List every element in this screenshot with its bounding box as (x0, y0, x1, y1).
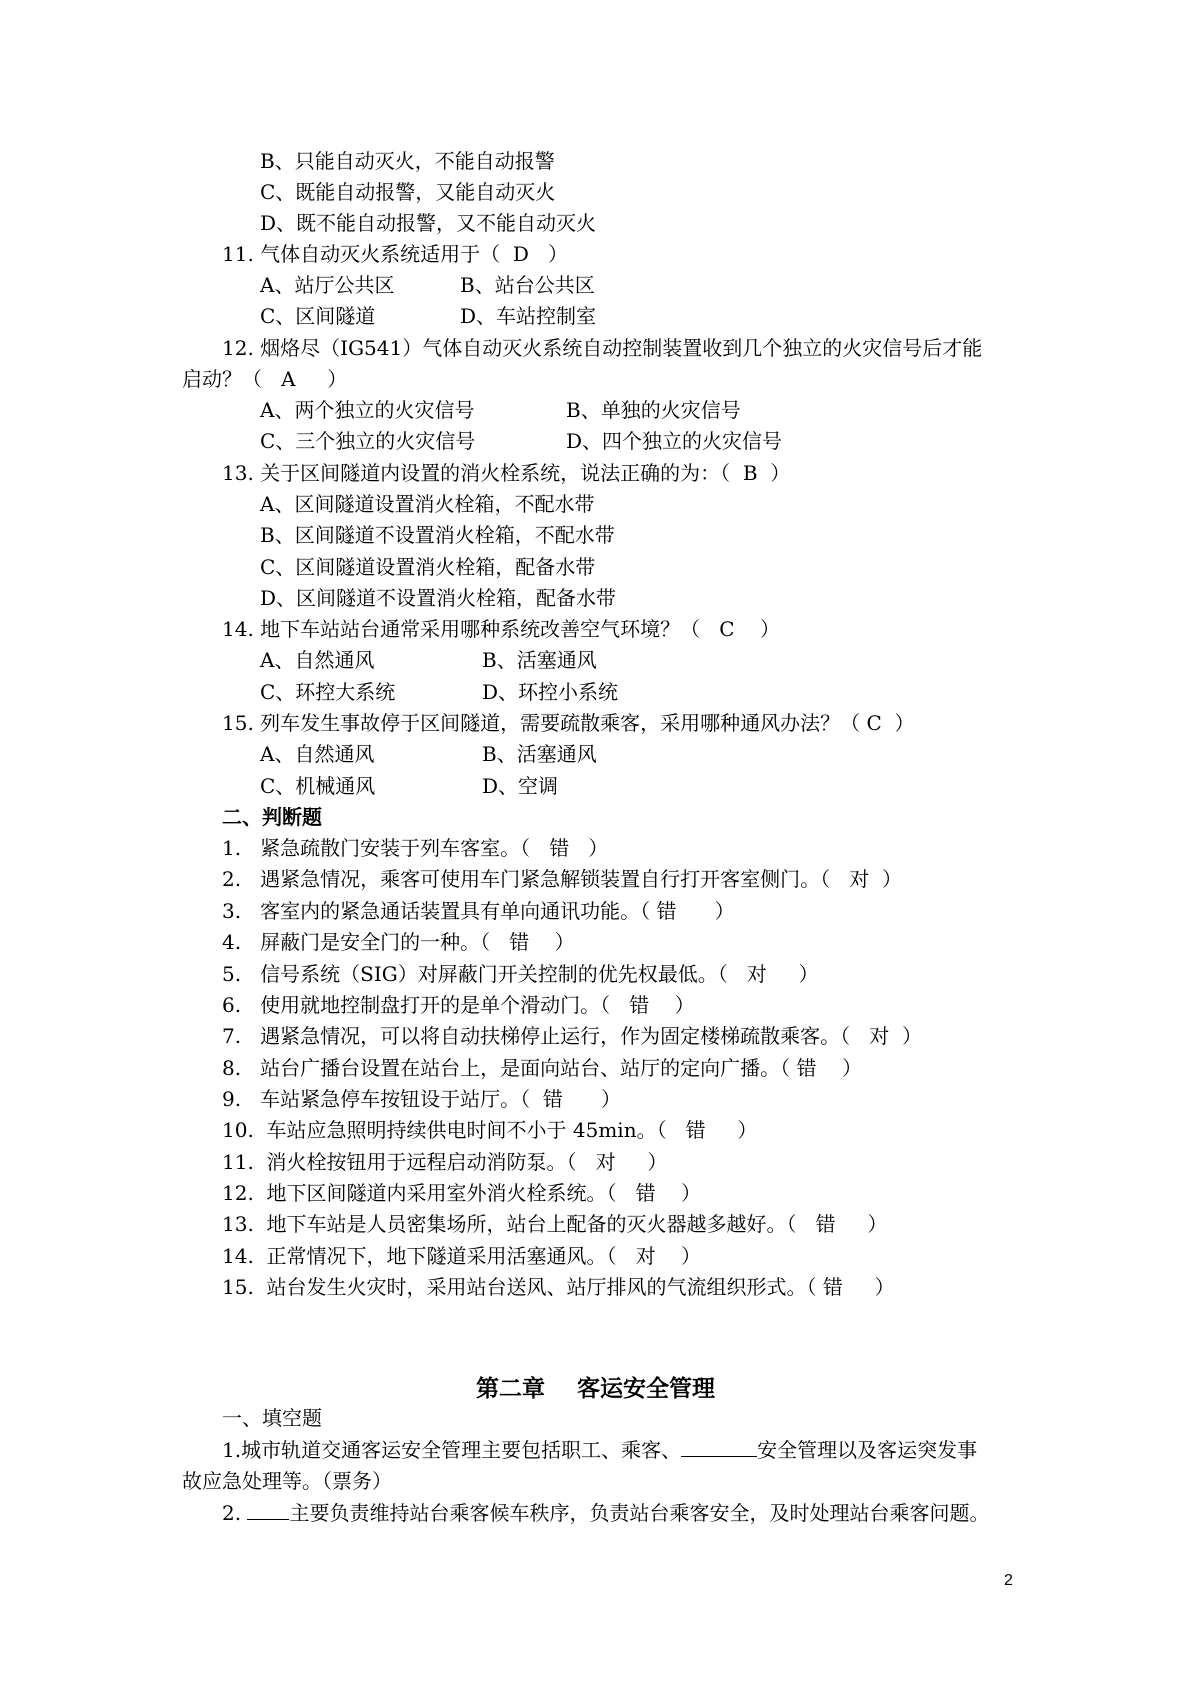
judgement-item: 10. 车站应急照明持续供电时间不小于 45min。（ 错 ） (222, 1118, 758, 1142)
option-b: B、站台公共区 (460, 273, 595, 297)
option-a: A、自然通风 (260, 742, 375, 766)
option-a: A、站厅公共区 (260, 273, 395, 297)
option-b: B、活塞通风 (482, 648, 597, 672)
judgement-item: 11. 消火栓按钮用于远程启动消防泵。（ 对 ） (222, 1150, 668, 1174)
judgement-item: 5. 信号系统（SIG）对屏蔽门开关控制的优先权最低。（ 对 ） (222, 962, 819, 986)
option-d: D、四个独立的火灾信号 (566, 429, 783, 453)
fill-number: 2. (222, 1501, 248, 1525)
option-b: B、活塞通风 (482, 742, 597, 766)
fill-question-1-continued: 故应急处理等。（票务） (182, 1469, 392, 1493)
question-stem: 14. 地下车站站台通常采用哪种系统改善空气环境？（ C ） (222, 617, 780, 641)
question-stem: 15. 列车发生事故停于区间隧道，需要疏散乘客，采用哪种通风办法？（ C ） (222, 711, 915, 735)
judgement-item: 14. 正常情况下，地下隧道采用活塞通风。（ 对 ） (222, 1244, 702, 1268)
option-c: C、区间隧道设置消火栓箱，配备水带 (260, 555, 596, 579)
question-stem-continued: 启动？（ A ） (182, 367, 348, 391)
chapter-title: 第二章 客运安全管理 (475, 1375, 716, 1402)
judgement-item: 2. 遇紧急情况，乘客可使用车门紧急解锁装置自行打开客室侧门。（ 对 ） (222, 867, 902, 891)
judgement-item: 6. 使用就地控制盘打开的是单个滑动门。（ 错 ） (222, 993, 695, 1017)
fill-text: 主要负责维持站台乘客候车秩序，负责站台乘客安全，及时处理站台乘客问题。 (289, 1501, 990, 1525)
fill-text: 1.城市轨道交通客运安全管理主要包括职工、乘客、 (222, 1438, 682, 1462)
judgement-item: 8. 站台广播台设置在站台上，是面向站台、站厅的定向广播。（ 错 ） (222, 1056, 862, 1080)
judgement-item: 4. 屏蔽门是安全门的一种。（ 错 ） (222, 930, 575, 954)
judgement-item: 1. 紧急疏散门安装于列车客室。（ 错 ） (222, 836, 609, 860)
answer-blank (681, 1438, 757, 1457)
option-d: D、环控小系统 (482, 680, 619, 704)
option-b: B、区间隧道不设置消火栓箱，不配水带 (260, 523, 615, 547)
option-c: C、既能自动报警，又能自动灭火 (260, 180, 556, 204)
page-number: 2 (1004, 1572, 1013, 1589)
question-stem: 13. 关于区间隧道内设置的消火栓系统，说法正确的为：（ B ） (222, 461, 791, 485)
option-c: C、机械通风 (260, 774, 376, 798)
question-stem: 11. 气体自动灭火系统适用于（ D ） (222, 242, 568, 266)
judgement-item: 3. 客室内的紧急通话装置具有单向通讯功能。（ 错 ） (222, 899, 735, 923)
option-c: C、三个独立的火灾信号 (260, 429, 476, 453)
option-a: A、两个独立的火灾信号 (260, 398, 475, 422)
option-a: A、自然通风 (260, 648, 375, 672)
option-d: D、车站控制室 (460, 304, 597, 328)
option-d: D、区间隧道不设置消火栓箱，配备水带 (260, 586, 617, 610)
answer-blank (247, 1501, 289, 1520)
fill-question-1 (222, 1436, 977, 1464)
judgement-item: 7. 遇紧急情况，可以将自动扶梯停止运行，作为固定楼梯疏散乘客。（ 对 ） (222, 1024, 922, 1048)
option-d: D、空调 (482, 774, 559, 798)
fill-question-2 (222, 1499, 989, 1527)
judgement-item: 12. 地下区间隧道内采用室外消火栓系统。（ 错 ） (222, 1181, 702, 1205)
section-heading: 一、填空题 (222, 1406, 322, 1430)
section-heading: 二、判断题 (222, 805, 322, 829)
option-b: B、单独的火灾信号 (566, 398, 741, 422)
judgement-item: 9. 车站紧急停车按钮设于站厅。（ 错 ） (222, 1087, 622, 1111)
option-d: D、既不能自动报警，又不能自动灭火 (260, 211, 597, 235)
option-a: A、区间隧道设置消火栓箱，不配水带 (260, 492, 595, 516)
option-c: C、环控大系统 (260, 680, 396, 704)
option-c: C、区间隧道 (260, 304, 376, 328)
option-b: B、只能自动灭火，不能自动报警 (260, 149, 555, 173)
fill-text: 安全管理以及客运突发事 (757, 1438, 978, 1462)
judgement-item: 13. 地下车站是人员密集场所，站台上配备的灭火器越多越好。（ 错 ） (222, 1212, 888, 1236)
question-stem: 12. 烟烙尽（IG541）气体自动灭火系统自动控制装置收到几个独立的火灾信号后才能 (222, 336, 983, 360)
judgement-item: 15. 站台发生火灾时，采用站台送风、站厅排风的气流组织形式。（ 错 ） (222, 1275, 895, 1299)
